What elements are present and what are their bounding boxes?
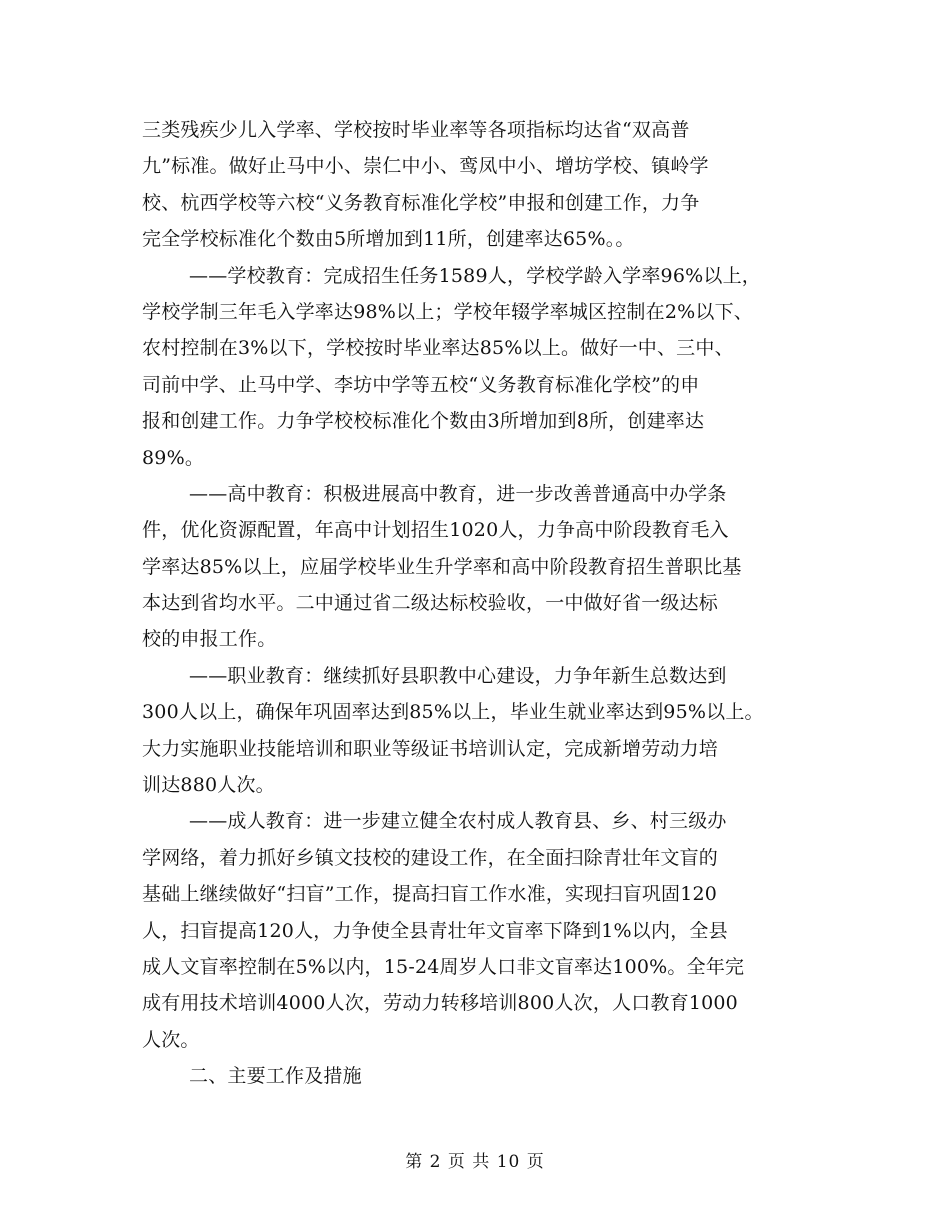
text-line: 件，优化资源配置，年高中计划招生1020人，力争高中阶段教育毛入 bbox=[142, 519, 729, 542]
text-line: 大力实施职业技能培训和职业等级证书培训认定，完成新增劳动力培 bbox=[142, 737, 719, 760]
text-line: 学网络，着力抓好乡镇文技校的建设工作，在全面扫除青壮年文盲的 bbox=[142, 846, 719, 869]
text-line: 人次。 bbox=[142, 1028, 200, 1051]
page-number: 第 2 页 共 10 页 bbox=[405, 1152, 545, 1172]
text-line: 300人以上，确保年巩固率达到85%以上，毕业生就业率达到95%以上。 bbox=[142, 701, 764, 724]
text-line: ——职业教育：继续抓好县职教中心建设，力争年新生总数达到 bbox=[189, 664, 727, 687]
text-line: 三类残疾少儿入学率、学校按时毕业率等各项指标均达省“双高普 bbox=[142, 119, 690, 141]
text-line: 训达880人次。 bbox=[142, 774, 275, 797]
text-line: 学校学制三年毛入学率达98%以上；学校年辍学率城区控制在2%以下、 bbox=[142, 300, 753, 323]
text-line: 报和创建工作。力争学校校标准化个数由3所增加到8所，创建率达 bbox=[142, 410, 705, 433]
text-line: 基础上继续做好“扫盲”工作，提高扫盲工作水准，实现扫盲巩固120 bbox=[142, 883, 718, 906]
text-line: ——成人教育：进一步建立健全农村成人教育县、乡、村三级办 bbox=[189, 810, 727, 833]
text-line: 成人文盲率控制在5%以内，15-24周岁人口非文盲率达100%。全年完 bbox=[142, 955, 745, 978]
section-heading: 二、主要工作及措施 bbox=[189, 1065, 362, 1088]
text-line: 学率达85%以上，应届学校毕业生升学率和高中阶段教育招生普职比基 bbox=[142, 555, 742, 578]
text-line: 农村控制在3%以下，学校按时毕业率达85%以上。做好一中、三中、 bbox=[142, 337, 734, 360]
document-body bbox=[142, 112, 810, 1095]
page-footer bbox=[0, 1150, 950, 1174]
text-line: 司前中学、止马中学、李坊中学等五校“义务教育标准化学校”的申 bbox=[142, 373, 700, 396]
text-line: 成有用技术培训4000人次，劳动力转移培训800人次，人口教育1000 bbox=[142, 992, 738, 1015]
text-line: 本达到省均水平。二中通过省二级达标校验收，一中做好省一级达标 bbox=[142, 592, 719, 615]
text-line: 校、杭西学校等六校“义务教育标准化学校”申报和创建工作，力争 bbox=[142, 191, 700, 214]
text-line: 完全学校标准化个数由5所增加到11所，创建率达65%。。 bbox=[142, 228, 635, 251]
text-line: 校的申报工作。 bbox=[142, 628, 277, 651]
text-line: ——学校教育：完成招生任务1589人，学校学龄入学率96%以上， bbox=[189, 264, 761, 287]
text-line: 九”标准。做好止马中小、崇仁中小、鸾凤中小、增坊学校、镇岭学 bbox=[142, 155, 709, 178]
text-line: 89%。 bbox=[142, 446, 205, 469]
text-line: ——高中教育：积极进展高中教育，进一步改善普通高中办学条 bbox=[189, 482, 727, 505]
text-line: 人，扫盲提高120人，力争使全县青壮年文盲率下降到1%以内，全县 bbox=[142, 919, 728, 942]
